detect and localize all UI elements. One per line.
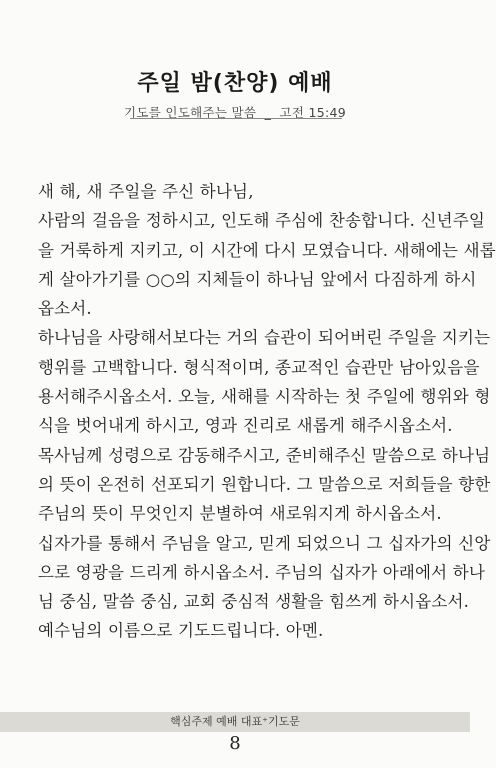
scripture-reference: 고전 15:49 [279,105,346,120]
text-line: 게 살아가기를 ○○의 지체들이 하나님 앞에서 다짐하게 하시 [38,269,477,289]
text-line: 으로 영광을 드리게 하시옵소서. 주님의 십자가 아래에서 하나 [38,562,486,582]
prayer-text [38,177,496,646]
book-footer: 핵심주제 예배 대표⁺기도문 [0,712,470,732]
text-line: 님 중심, 말씀 중심, 교회 중심적 생활을 힘쓰게 하시옵소서. [38,592,470,612]
text-line: 새 해, 새 주일을 주신 하나님, [38,182,254,201]
text-line: 목사님께 성령으로 감동해주시고, 준비해주신 말씀으로 하나님 [38,445,491,465]
text-line: 주님의 뜻이 무엇인지 분별하여 새로워지게 하시옵소서. [38,504,442,524]
text-line: 사람의 걸음을 정하시고, 인도해 주심에 찬송합니다. 신년주일 [38,211,486,231]
text-line: 의 뜻이 온전히 선포되기 원합니다. 그 말씀으로 저희들을 향한 [38,474,491,494]
text-line: 용서해주시옵소서. 오늘, 새해를 시작하는 첫 주일에 행위와 형 [38,387,491,407]
text-line: 행위를 고백합니다. 형식적이며, 종교적인 습관만 남아있음을 [38,357,480,377]
page-number: 8 [229,733,241,754]
page-title: 주일 밤(찬양) 예배 [137,71,333,96]
text-line: 식을 벗어내게 하시고, 영과 진리로 새롭게 해주시옵소서. [38,416,453,436]
text-line: 옵소서. [38,299,92,319]
page-header [0,66,470,121]
text-line: 하나님을 사랑해서보다는 거의 습관이 되어버린 주일을 지키는 [38,328,491,348]
header-divider [130,118,342,119]
text-line: 을 거룩하게 지키고, 이 시간에 다시 모였습니다. 새해에는 새롭 [38,240,496,260]
subtitle-separator: _ [264,105,272,120]
text-line: 십자가를 통해서 주님을 알고, 믿게 되었으니 그 십자가의 신앙 [38,533,491,553]
text-line: 예수님의 이름으로 기도드립니다. 아멘. [38,621,324,641]
subtitle-text: 기도를 인도해주는 말씀 [124,105,257,120]
